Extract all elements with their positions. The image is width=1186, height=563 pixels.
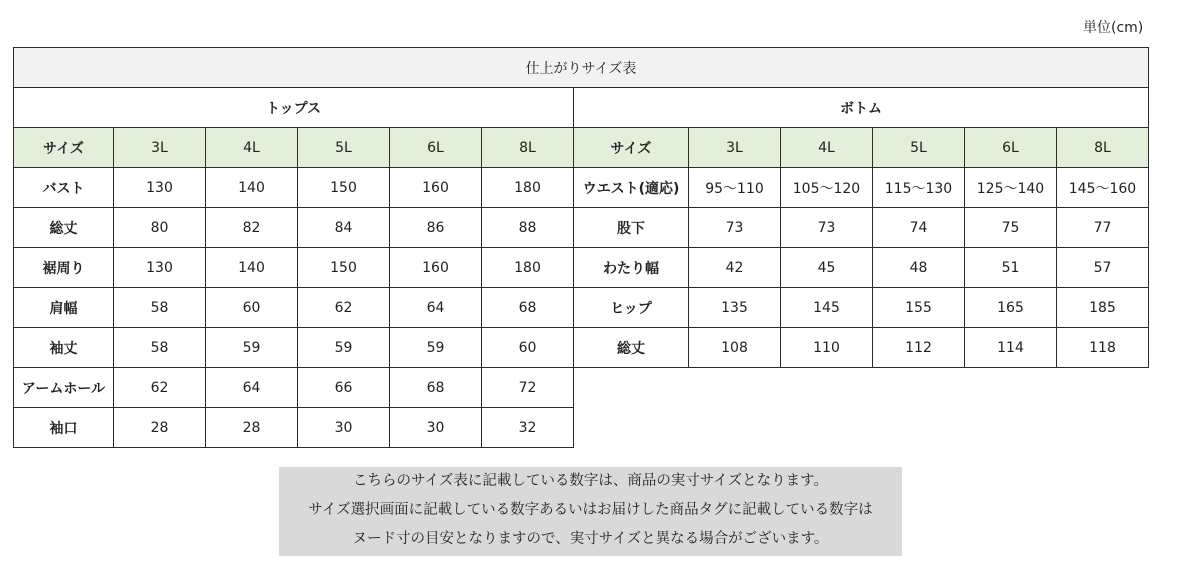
bottoms-value-cell: 125～140 [965, 168, 1057, 208]
empty-cell [873, 408, 965, 448]
table-row [14, 408, 1149, 448]
bottoms-size-4l: 4L [781, 128, 873, 168]
tops-value-cell: 66 [298, 368, 390, 408]
bottoms-value-cell: 74 [873, 208, 965, 248]
bottoms-value-cell: 48 [873, 248, 965, 288]
bottoms-value-cell: 110 [781, 328, 873, 368]
bottoms-value-cell: 114 [965, 328, 1057, 368]
empty-cell [873, 368, 965, 408]
bottoms-size-3l: 3L [689, 128, 781, 168]
table-row [14, 328, 1149, 368]
size-note-box [279, 467, 902, 556]
bottoms-size-5l: 5L [873, 128, 965, 168]
size-chart-table [13, 47, 1149, 448]
table-row [14, 168, 1149, 208]
empty-cell [1057, 408, 1149, 448]
bottoms-value-cell: 165 [965, 288, 1057, 328]
bottoms-value-cell: 118 [1057, 328, 1149, 368]
tops-value-cell: 59 [390, 328, 482, 368]
note-line: サイズ選択画面に記載している数字あるいはお届けした商品タグに記載している数字は [308, 502, 873, 518]
tops-section-title: トップス [14, 88, 574, 128]
empty-cell [965, 368, 1057, 408]
tops-value-cell: 82 [206, 208, 298, 248]
bottoms-value-cell: 42 [689, 248, 781, 288]
size-header-row [14, 128, 1149, 168]
tops-row-label: 総丈 [14, 208, 114, 248]
tops-row-label: バスト [14, 168, 114, 208]
tops-value-cell: 30 [390, 408, 482, 448]
bottoms-value-cell: 51 [965, 248, 1057, 288]
bottoms-value-cell: 73 [781, 208, 873, 248]
bottoms-value-cell: 145 [781, 288, 873, 328]
tops-value-cell: 59 [298, 328, 390, 368]
bottoms-size-header: サイズ [574, 128, 689, 168]
bottoms-value-cell: 73 [689, 208, 781, 248]
tops-value-cell: 32 [482, 408, 574, 448]
bottoms-section-title: ボトム [574, 88, 1149, 128]
unit-label: 単位(cm) [1083, 20, 1144, 36]
bottoms-row-label: わたり幅 [574, 248, 689, 288]
empty-cell [689, 408, 781, 448]
tops-value-cell: 28 [206, 408, 298, 448]
bottoms-value-cell: 108 [689, 328, 781, 368]
table-title: 仕上がりサイズ表 [14, 48, 1149, 88]
tops-value-cell: 160 [390, 168, 482, 208]
tops-value-cell: 28 [114, 408, 206, 448]
tops-value-cell: 84 [298, 208, 390, 248]
tops-value-cell: 64 [390, 288, 482, 328]
tops-value-cell: 58 [114, 328, 206, 368]
bottoms-value-cell: 95～110 [689, 168, 781, 208]
tops-row-label: 肩幅 [14, 288, 114, 328]
note-line: ヌード寸の目安となりますので、実寸サイズと異なる場合がございます。 [352, 531, 829, 547]
bottoms-row-label: 股下 [574, 208, 689, 248]
tops-value-cell: 180 [482, 168, 574, 208]
bottoms-value-cell: 112 [873, 328, 965, 368]
tops-size-header: サイズ [14, 128, 114, 168]
empty-cell [1057, 368, 1149, 408]
tops-value-cell: 60 [482, 328, 574, 368]
bottoms-value-cell: 75 [965, 208, 1057, 248]
bottoms-value-cell: 105～120 [781, 168, 873, 208]
table-row [14, 288, 1149, 328]
tops-value-cell: 130 [114, 248, 206, 288]
bottoms-value-cell: 45 [781, 248, 873, 288]
bottoms-value-cell: 155 [873, 288, 965, 328]
empty-cell [574, 408, 689, 448]
bottoms-value-cell: 57 [1057, 248, 1149, 288]
tops-value-cell: 30 [298, 408, 390, 448]
tops-size-3l: 3L [114, 128, 206, 168]
bottoms-row-label: ウエスト(適応) [574, 168, 689, 208]
tops-row-label: アームホール [14, 368, 114, 408]
tops-value-cell: 140 [206, 168, 298, 208]
bottoms-value-cell: 145～160 [1057, 168, 1149, 208]
tops-size-5l: 5L [298, 128, 390, 168]
tops-value-cell: 60 [206, 288, 298, 328]
bottoms-row-label: 総丈 [574, 328, 689, 368]
bottoms-row-label: ヒップ [574, 288, 689, 328]
tops-value-cell: 140 [206, 248, 298, 288]
tops-size-6l: 6L [390, 128, 482, 168]
empty-cell [574, 368, 689, 408]
tops-value-cell: 64 [206, 368, 298, 408]
bottoms-size-8l: 8L [1057, 128, 1149, 168]
tops-value-cell: 68 [390, 368, 482, 408]
tops-value-cell: 68 [482, 288, 574, 328]
empty-cell [689, 368, 781, 408]
tops-value-cell: 88 [482, 208, 574, 248]
tops-value-cell: 72 [482, 368, 574, 408]
tops-row-label: 袖丈 [14, 328, 114, 368]
tops-value-cell: 86 [390, 208, 482, 248]
table-row [14, 208, 1149, 248]
empty-cell [965, 408, 1057, 448]
tops-value-cell: 62 [298, 288, 390, 328]
empty-cell [781, 408, 873, 448]
tops-value-cell: 150 [298, 248, 390, 288]
tops-value-cell: 59 [206, 328, 298, 368]
bottoms-size-6l: 6L [965, 128, 1057, 168]
tops-value-cell: 62 [114, 368, 206, 408]
tops-size-4l: 4L [206, 128, 298, 168]
tops-value-cell: 58 [114, 288, 206, 328]
tops-row-label: 裾周り [14, 248, 114, 288]
tops-row-label: 袖口 [14, 408, 114, 448]
bottoms-value-cell: 135 [689, 288, 781, 328]
table-row [14, 368, 1149, 408]
note-line: こちらのサイズ表に記載している数字は、商品の実寸サイズとなります。 [352, 473, 829, 489]
table-row [14, 248, 1149, 288]
tops-size-8l: 8L [482, 128, 574, 168]
tops-value-cell: 130 [114, 168, 206, 208]
bottoms-value-cell: 77 [1057, 208, 1149, 248]
empty-cell [781, 368, 873, 408]
tops-value-cell: 80 [114, 208, 206, 248]
tops-value-cell: 180 [482, 248, 574, 288]
tops-value-cell: 160 [390, 248, 482, 288]
bottoms-value-cell: 115～130 [873, 168, 965, 208]
bottoms-value-cell: 185 [1057, 288, 1149, 328]
tops-value-cell: 150 [298, 168, 390, 208]
